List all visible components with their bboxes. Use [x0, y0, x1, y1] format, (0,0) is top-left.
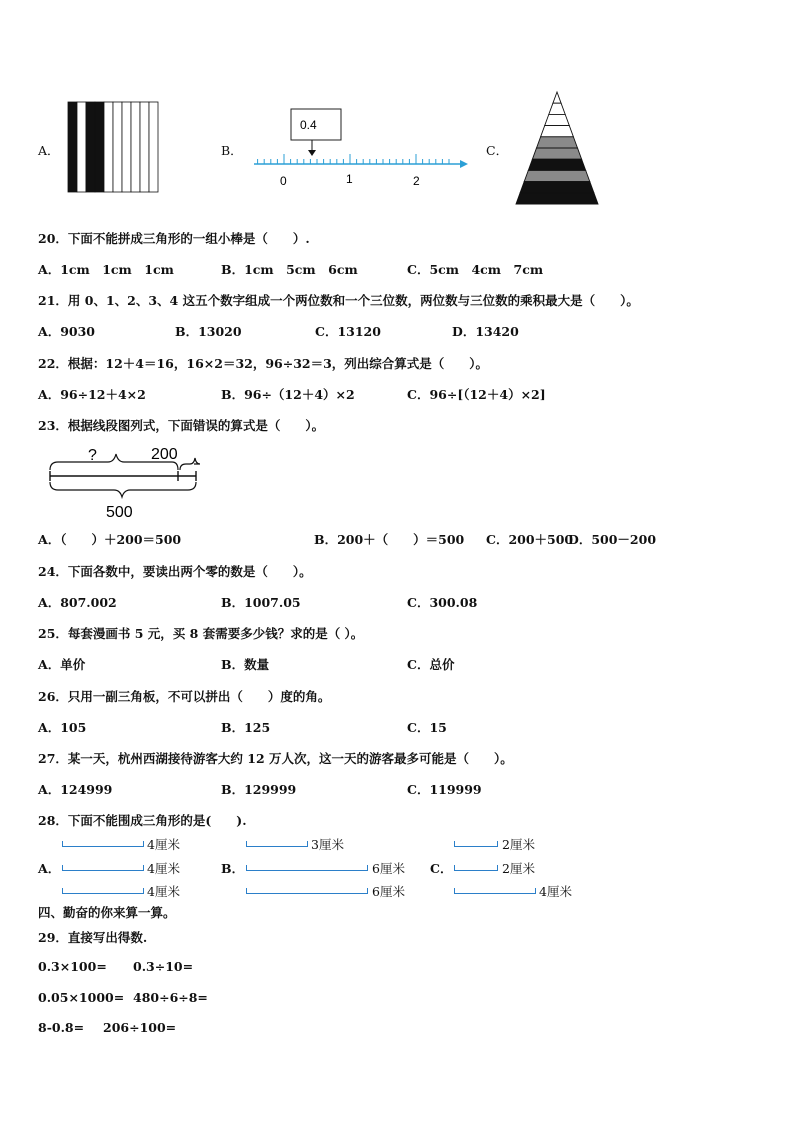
- q28-option-c[interactable]: C．: [430, 861, 453, 876]
- triangle-band: [549, 103, 565, 114]
- q23-option-b[interactable]: B．200＋（ ）＝500: [314, 532, 465, 547]
- bar-stripe: [131, 102, 140, 192]
- q22-option-c[interactable]: C．96÷[（12＋4）×2]: [407, 387, 546, 402]
- q20-option-a[interactable]: A．1cm 1cm 1cm: [38, 262, 174, 277]
- bar-stripe: [104, 102, 113, 192]
- stick-c-1-label: 2厘米: [502, 837, 535, 852]
- bar-stripe: [68, 102, 77, 192]
- q21-option-b[interactable]: B．13020: [175, 324, 242, 339]
- q26-option-a[interactable]: A．105: [38, 720, 87, 735]
- total-label: 500: [106, 504, 133, 521]
- q22-option-a[interactable]: A．96÷12＋4×2: [38, 387, 146, 402]
- calc-item[interactable]: 8-0.8=: [38, 1020, 85, 1035]
- triangle-band: [528, 159, 585, 170]
- calc-item[interactable]: 0.05×1000=: [38, 990, 125, 1005]
- bar-stripe: [122, 102, 131, 192]
- part-label: 200: [151, 446, 178, 463]
- stick-c-3-label: 4厘米: [539, 884, 572, 899]
- q27-option-a[interactable]: A．124999: [38, 782, 113, 797]
- q22-stem: 22．根据：12＋4＝16，16×2＝32，96÷32＝3，列出综合算式是（ ）。: [38, 356, 489, 371]
- q23-option-c[interactable]: C．200＋500: [486, 532, 574, 547]
- stick-a-1: [62, 841, 144, 847]
- stick-b-2-label: 6厘米: [372, 861, 405, 876]
- q23-stem: 23．根据线段图列式，下面错误的算式是（ ）。: [38, 418, 325, 433]
- stick-a-2-label: 4厘米: [147, 861, 180, 876]
- bar-stripe: [77, 102, 86, 192]
- q25-option-a[interactable]: A．单价: [38, 657, 86, 672]
- q21-option-a[interactable]: A．9030: [38, 324, 95, 339]
- q24-stem: 24．下面各数中，要读出两个零的数是（ ）。: [38, 564, 312, 579]
- triangle-band: [524, 170, 590, 181]
- q27-option-b[interactable]: B．129999: [221, 782, 297, 797]
- q20-option-c[interactable]: C．5cm 4cm 7cm: [407, 262, 544, 277]
- bar-stripe: [140, 102, 149, 192]
- q29-stem: 29．直接写出得数.: [38, 930, 148, 945]
- triangle-band: [537, 137, 578, 148]
- tick-label-0: 0: [280, 174, 287, 188]
- triangle-band: [520, 182, 594, 193]
- calc-item[interactable]: 206÷100=: [103, 1020, 177, 1035]
- calc-item[interactable]: 0.3×100=: [38, 959, 107, 974]
- number-line-ticks: [258, 154, 449, 164]
- stick-a-1-label: 4厘米: [147, 837, 180, 852]
- tick-label-2: 2: [413, 174, 420, 188]
- q20-option-b[interactable]: B．1cm 5cm 6cm: [221, 262, 358, 277]
- stick-b-2: [246, 865, 368, 871]
- stick-c-2-label: 2厘米: [502, 861, 535, 876]
- q23-option-d[interactable]: D．500－200: [568, 532, 657, 547]
- number-line-figure: [250, 106, 475, 190]
- stick-b-3-label: 6厘米: [372, 884, 405, 899]
- segment-diagram: [44, 440, 204, 522]
- option-a-label: A．: [38, 143, 60, 158]
- bar-stripe: [113, 102, 122, 192]
- q21-stem: 21．用 0、1、2、3、4 这五个数字组成一个两位数和一个三位数，两位数与三位数的乘积最大是（ ）。: [38, 293, 639, 308]
- option-b-label: B．: [221, 143, 243, 158]
- q25-option-c[interactable]: C．总价: [407, 657, 455, 672]
- q24-option-c[interactable]: C．300.08: [407, 595, 478, 610]
- calc-item[interactable]: 0.3÷10=: [133, 959, 194, 974]
- bar-stripe: [149, 102, 158, 192]
- pointer-arrow-icon: [308, 150, 316, 156]
- stick-a-3-label: 4厘米: [147, 884, 180, 899]
- q24-option-b[interactable]: B．1007.05: [221, 595, 301, 610]
- stick-c-2: [454, 865, 498, 871]
- calc-item[interactable]: 480÷6÷8=: [133, 990, 208, 1005]
- number-line-box-label: 0.4: [300, 118, 317, 132]
- banded-triangle-figure: [512, 90, 602, 208]
- bar-stripe: [86, 102, 95, 192]
- stick-c-1: [454, 841, 498, 847]
- tick-label-1: 1: [346, 172, 353, 186]
- part-brace: [180, 458, 200, 470]
- stick-a-3: [62, 888, 144, 894]
- triangle-band: [545, 114, 570, 125]
- total-brace: [50, 482, 196, 497]
- question-mark-label: ?: [88, 447, 97, 464]
- triangle-band: [516, 193, 598, 204]
- q20-stem: 20．下面不能拼成三角形的一组小棒是（ ）.: [38, 231, 310, 246]
- q28-option-b[interactable]: B．: [221, 861, 245, 876]
- q21-option-c[interactable]: C．13120: [315, 324, 381, 339]
- triangle-band: [541, 126, 574, 137]
- striped-bar-figure: [67, 101, 159, 193]
- triangle-band: [532, 148, 581, 159]
- q21-option-d[interactable]: D．13420: [452, 324, 519, 339]
- q28-stem: 28．下面不能围成三角形的是( ).: [38, 813, 247, 828]
- stick-b-3: [246, 888, 368, 894]
- q27-option-c[interactable]: C．119999: [407, 782, 482, 797]
- q26-option-b[interactable]: B．125: [221, 720, 271, 735]
- stick-b-1: [246, 841, 308, 847]
- stick-a-2: [62, 865, 144, 871]
- option-c-label: C．: [486, 143, 509, 158]
- triangle-band: [553, 92, 561, 103]
- axis-arrow-icon: [460, 160, 468, 168]
- q26-option-c[interactable]: C．15: [407, 720, 447, 735]
- stick-b-1-label: 3厘米: [311, 837, 344, 852]
- bar-stripe: [95, 102, 104, 192]
- q26-stem: 26．只用一副三角板，不可以拼出（ ）度的角。: [38, 689, 331, 704]
- q28-option-a[interactable]: A．: [38, 861, 61, 876]
- q24-option-a[interactable]: A．807.002: [38, 595, 117, 610]
- q22-option-b[interactable]: B．96÷（12＋4）×2: [221, 387, 355, 402]
- section-title: 四、勤奋的你来算一算。: [38, 905, 176, 920]
- q25-option-b[interactable]: B．数量: [221, 657, 270, 672]
- q27-stem: 27．某一天，杭州西湖接待游客大约 12 万人次，这一天的游客最多可能是（ ）。: [38, 751, 513, 766]
- stick-c-3: [454, 888, 536, 894]
- q25-stem: 25．每套漫画书 5 元，买 8 套需要多少钱？求的是（ ）。: [38, 626, 364, 641]
- q23-option-a[interactable]: A．（ ）＋200＝500: [38, 532, 182, 547]
